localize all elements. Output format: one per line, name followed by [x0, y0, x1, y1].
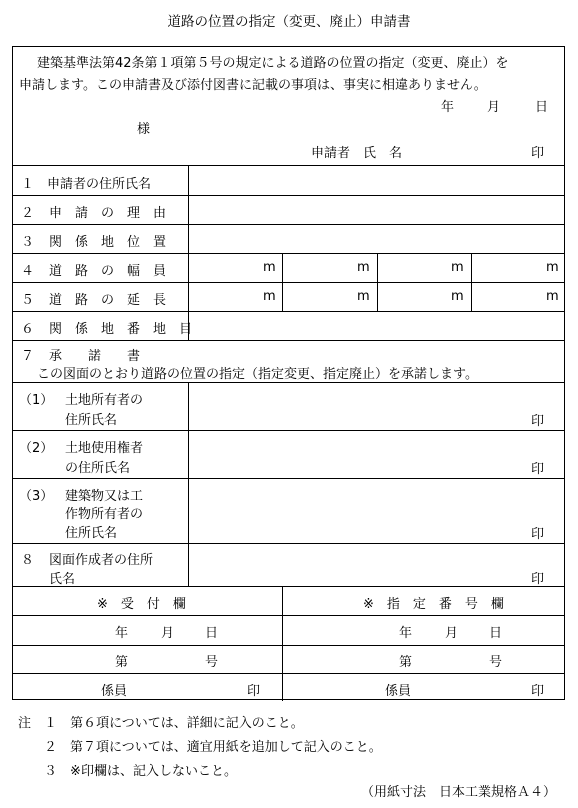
intro-line-1: 建築基準法第42条第１項第５号の規定による道路の位置の指定（変更、廃止）を	[37, 56, 509, 71]
drafter-seal: 印	[531, 572, 545, 587]
length-cell-3[interactable]: m	[451, 289, 464, 304]
designation-day: 日	[489, 626, 503, 641]
reception-go: 号	[205, 655, 219, 670]
landowner-seal: 印	[531, 414, 545, 429]
date-day: 日	[535, 100, 549, 115]
applicant-name-label[interactable]: 申請者 氏 名	[311, 146, 403, 161]
building-owner-row[interactable]: （3） 建築物又は工 作物所有者の 住所氏名 印	[13, 478, 564, 543]
row-location[interactable]: ３ 関 係 地 位 置	[13, 224, 564, 253]
row-road-length: ５ 道 路 の 延 長 m m m m	[13, 282, 564, 311]
note-2: 第７項については、適宜用紙を追加して記入のこと。	[70, 740, 382, 755]
reception-day: 日	[205, 626, 219, 641]
landowner-row[interactable]: （1） 土地所有者の 住所氏名 印	[13, 382, 564, 430]
consent-heading-row: ７ 承 諾 書 この図面のとおり道路の位置の指定（指定変更、指定廃止）を承諾します。	[13, 340, 564, 382]
reception-seal: 印	[247, 684, 261, 699]
consent-heading: 承 諾 書	[49, 349, 141, 364]
row-label-lot-numbers: 関 係 地 番 地 目	[49, 322, 193, 337]
designation-go: 号	[489, 655, 503, 670]
reception-official: 係員	[101, 684, 128, 699]
land-user-seal: 印	[531, 462, 545, 477]
intro-line-2: 申請します。この申請書及び添付図書に記載の事項は、事実に相違ありません。	[19, 78, 487, 93]
drafter-row[interactable]: ８ 図面作成者の住所 氏名 印	[13, 543, 564, 586]
row-reason[interactable]: ２ 申 請 の 理 由	[13, 195, 564, 224]
date-year: 年	[441, 100, 455, 115]
reception-heading: ※ 受 付 欄	[97, 597, 186, 612]
width-cell-1[interactable]: m	[263, 260, 276, 275]
date-month: 月	[487, 100, 501, 115]
applicant-seal: 印	[531, 146, 545, 161]
land-user-row[interactable]: （2） 土地使用権者 の住所氏名 印	[13, 430, 564, 478]
building-owner-label: 住所氏名	[65, 526, 118, 541]
land-user-label: の住所氏名	[65, 461, 131, 476]
designation-month: 月	[445, 626, 459, 641]
reception-dai: 第	[115, 655, 129, 670]
width-cell-2[interactable]: m	[357, 260, 370, 275]
length-cell-1[interactable]: m	[263, 289, 276, 304]
row-label-location: 関 係 地 位 置	[49, 235, 167, 250]
building-owner-seal: 印	[531, 527, 545, 542]
designation-official: 係員	[385, 684, 412, 699]
row-label-applicant-address: １ 申請者の住所氏名	[21, 177, 152, 192]
note-3: ※印欄は、記入しないこと。	[70, 764, 237, 779]
document-title: 道路の位置の指定（変更、廃止）申請書	[167, 14, 411, 30]
length-cell-2[interactable]: m	[357, 289, 370, 304]
designation-heading: ※ 指 定 番 号 欄	[363, 597, 504, 612]
row-label-road-length: 道 路 の 延 長	[49, 293, 167, 308]
addressee-sama: 様	[137, 122, 151, 137]
paper-size-footer: （用紙寸法 日本工業規格Ａ４）	[360, 785, 556, 800]
note-1: 第６項については、詳細に記入のこと。	[70, 716, 304, 731]
width-cell-3[interactable]: m	[451, 260, 464, 275]
length-cell-4[interactable]: m	[546, 289, 559, 304]
row-road-width: ４ 道 路 の 幅 員 m m m m	[13, 253, 564, 282]
landowner-label: 住所氏名	[65, 413, 118, 428]
row-lot-numbers[interactable]: ６ 関 係 地 番 地 目	[13, 311, 564, 340]
row-applicant-address	[13, 165, 564, 195]
designation-seal: 印	[531, 684, 545, 699]
office-use-section	[13, 586, 564, 701]
notes: 注 １ 第６項については、詳細に記入のこと。 ２ 第７項については、適宜用紙を追加して記入のこと。 ３ ※印欄は、記入しないこと。	[18, 716, 382, 779]
consent-text: この図面のとおり道路の位置の指定（指定変更、指定廃止）を承諾します。	[37, 367, 478, 382]
row-label-reason: 申 請 の 理 由	[49, 206, 167, 221]
drafter-label: 図面作成者の住所	[49, 553, 154, 568]
designation-year: 年	[399, 626, 413, 641]
row-label-road-width: 道 路 の 幅 員	[49, 264, 167, 279]
designation-dai: 第	[399, 655, 413, 670]
reception-year: 年	[115, 626, 129, 641]
application-form	[12, 46, 565, 700]
reception-month: 月	[161, 626, 175, 641]
width-cell-4[interactable]: m	[546, 260, 559, 275]
